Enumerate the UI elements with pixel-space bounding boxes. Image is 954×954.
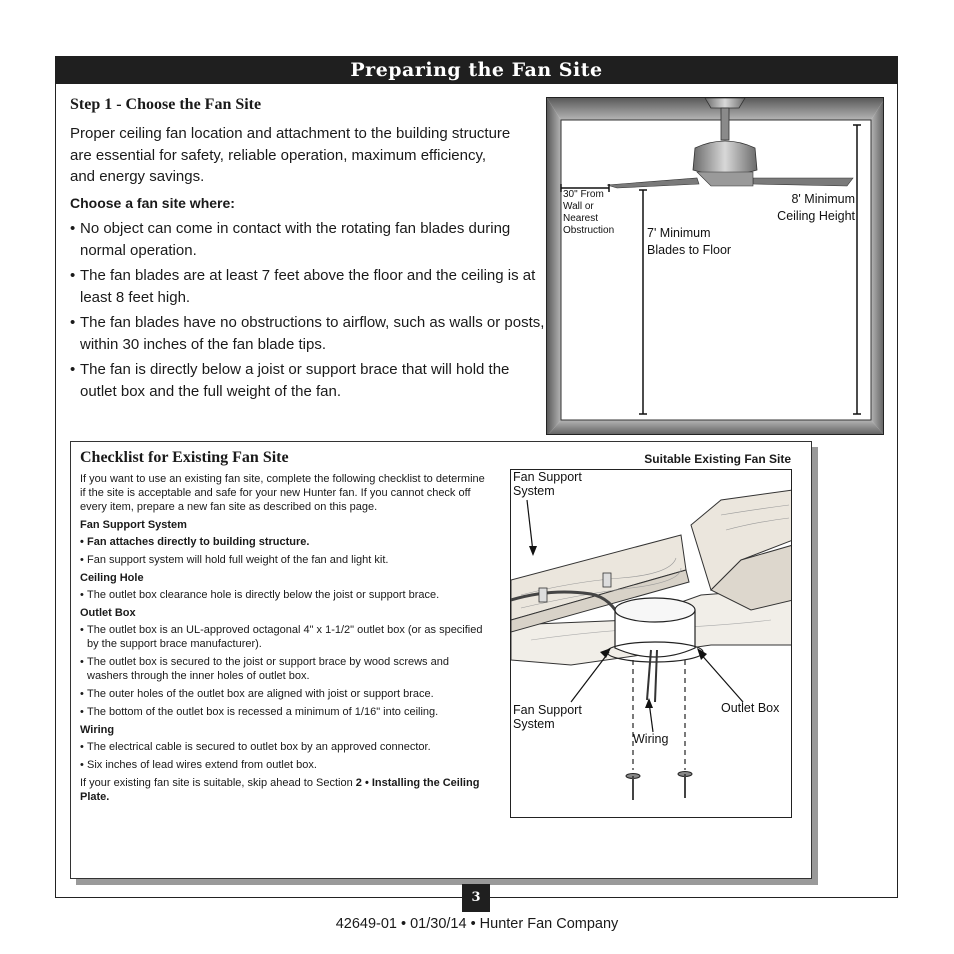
closing-lead: If your existing fan site is suitable, skip ahead to Section — [80, 777, 356, 789]
checklist-list — [80, 588, 485, 602]
closing-section-ref: 2 • Installing the Ceiling Plate. — [80, 777, 480, 803]
checklist-list — [80, 740, 485, 772]
section-heading: Wiring — [80, 724, 115, 736]
joist-drawing — [511, 470, 792, 818]
fan-site-list — [70, 218, 545, 406]
page-number: 3 — [462, 884, 490, 912]
label-fan-support-top: Fan Support System — [513, 470, 582, 498]
step1-intro: Proper ceiling fan location and attachment to the building structure are essential for safety, reliable operation, maximum efficiency, and energy savings. — [70, 125, 511, 185]
list-item: • The fan blades have no obstructions to airflow, such as walls or posts, within 30 inches of the fan blade tips. — [70, 312, 545, 355]
label-fan-support-bottom: Fan Support System — [513, 703, 582, 731]
list-item: • The fan blades are at least 7 feet above the floor and the ceiling is at least 8 feet high. — [70, 265, 545, 308]
site-figure-caption: Suitable Existing Fan Site — [644, 452, 791, 466]
label-outlet-box: Outlet Box — [721, 701, 780, 715]
list-item: • The outlet box is an UL-approved octagonal 4" x 1-1/2" outlet box (or as specified by the support brace manufacturer). — [80, 623, 485, 651]
list-item: • The bottom of the outlet box is recessed a minimum of 1/16" into ceiling. — [80, 705, 485, 719]
section-heading: Ceiling Hole — [80, 572, 144, 584]
fan-clearance-illustration — [546, 97, 884, 435]
label-obstruction: 30" From Wall or Nearest Obstruction — [563, 189, 615, 236]
list-item: • Fan support system will hold full weight of the fan and light kit. — [80, 553, 485, 567]
checklist-body — [80, 472, 485, 807]
list-item: • The fan is directly below a joist or support brace that will hold the outlet box and the full weight of the fan. — [70, 359, 545, 402]
room-drawing — [547, 98, 884, 435]
list-item: • Six inches of lead wires extend from outlet box. — [80, 758, 485, 772]
label-wiring: Wiring — [633, 732, 669, 746]
list-item: • Fan attaches directly to building structure. — [80, 535, 485, 549]
step1-heading: Step 1 - Choose the Fan Site — [70, 96, 262, 113]
list-item: • The outer holes of the outlet box are aligned with joist or support brace. — [80, 687, 485, 701]
label-ceiling-height: 8' Minimum Ceiling Height — [777, 192, 855, 223]
list-item: • No object can come in contact with the rotating fan blades during normal operation. — [70, 218, 545, 261]
section-heading: Fan Support System — [80, 519, 187, 531]
page-title: Preparing the Fan Site — [55, 56, 898, 84]
checklist-closing — [80, 776, 485, 804]
fan-site-illustration — [510, 469, 792, 818]
list-item: • The outlet box clearance hole is directly below the joist or support brace. — [80, 588, 485, 602]
checklist-list — [80, 535, 485, 567]
choose-heading: Choose a fan site where: — [70, 195, 235, 211]
list-item: • The outlet box is secured to the joist or support brace by wood screws and washers through the inner holes of outlet box. — [80, 655, 485, 683]
checklist-intro: If you want to use an existing fan site, complete the following checklist to determine if the site is acceptable and safe for your new Hunter fan. If you cannot check off every item, prepare a new fan site as described on this page. — [80, 473, 485, 513]
list-item: • The electrical cable is secured to outlet box by an approved connector. — [80, 740, 485, 754]
section-heading: Outlet Box — [80, 607, 136, 619]
checklist-heading: Checklist for Existing Fan Site — [80, 449, 289, 466]
checklist-list — [80, 623, 485, 719]
footer: 42649-01 • 01/30/14 • Hunter Fan Company — [335, 916, 619, 932]
label-blades-to-floor: 7' Minimum Blades to Floor — [647, 226, 732, 257]
